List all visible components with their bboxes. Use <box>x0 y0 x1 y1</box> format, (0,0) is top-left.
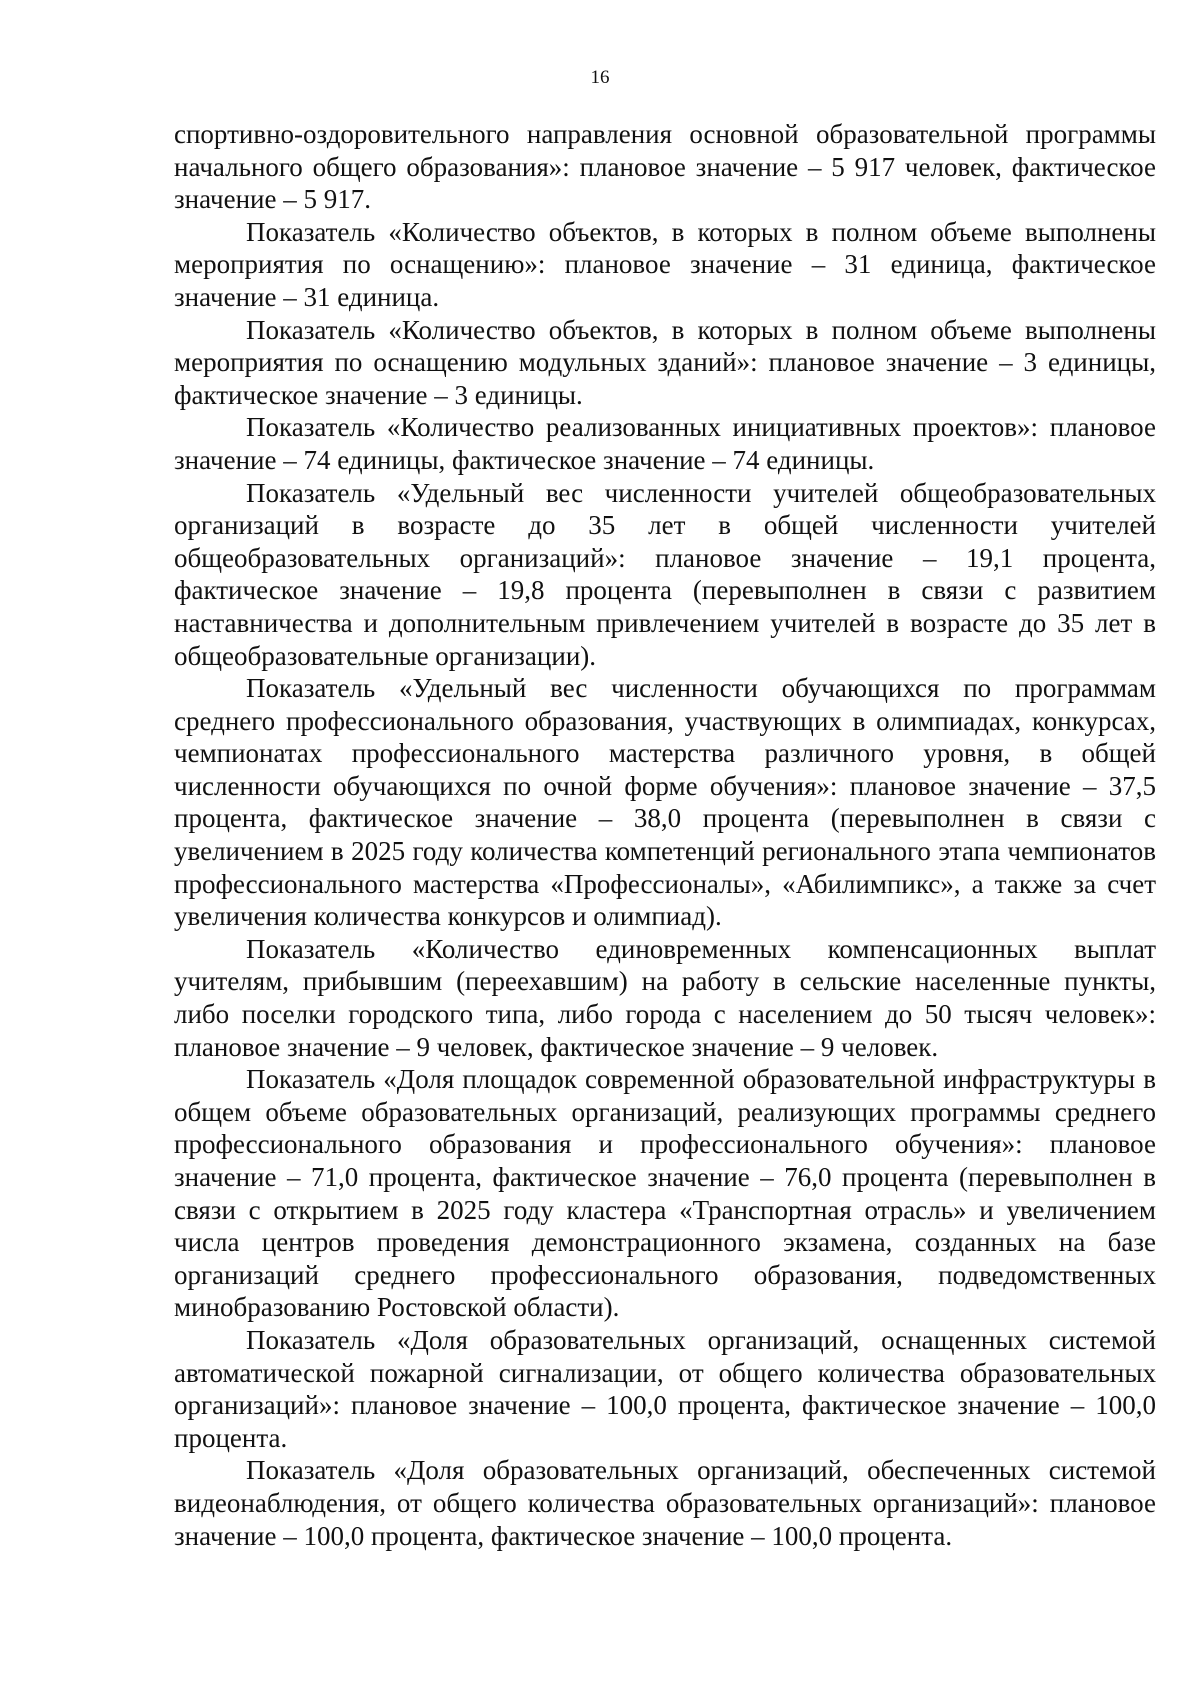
paragraph: Показатель «Количество единовременных компенсационных выплат учителям, прибывшим (переехавшим) на работу в сельские населенные пункты, либо поселки городского типа, либо города с населением до 50 тысяч человек»: плановое значение – 9 человек, фактическое значение – 9 человек. <box>174 933 1156 1062</box>
paragraph: Показатель «Удельный вес численности обучающихся по программам среднего профессионального образования, участвующих в олимпиадах, конкурсах, чемпионатах профессионального мастерства различного уровня, в общей численности обучающихся по очной форме обучения»: плановое значение – 37,5 процента, фактическое значение – 38,0 процента (перевыполнен в связи с увеличением в 2025 году количества компетенций регионального этапа чемпионатов профессионального мастерства «Профессионалы», «Абилимпикс», а также за счет увеличения количества конкурсов и олимпиад). <box>174 673 1156 932</box>
paragraph: Показатель «Доля образовательных организаций, обеспеченных системой видеонаблюдения, от общего количества образовательных организаций»: плановое значение – 100,0 процента, фактическое значение – 100,0 процента. <box>174 1455 1156 1551</box>
paragraph-continuation: спортивно-оздоровительного направления основной образовательной программы начального общего образования»: плановое значение – 5 917 человек, фактическое значение – 5 917. <box>174 119 1156 215</box>
paragraph: Показатель «Количество объектов, в которых в полном объеме выполнены мероприятия по оснащению»: плановое значение – 31 единица, фактическое значение – 31 единица. <box>174 216 1156 312</box>
paragraph: Показатель «Удельный вес численности учителей общеобразовательных организаций в возрасте до 35 лет в общей численности учителей общеобразовательных организаций»: плановое значение – 19,1 процента, фактическое значение – 19,8 процента (перевыполнен в связи с развитием наставничества и дополнительным привлечением учителей в возрасте до 35 лет в общеобразовательные организации). <box>174 477 1156 671</box>
paragraph: Показатель «Количество реализованных инициативных проектов»: плановое значение – 74 единицы, фактическое значение – 74 единицы. <box>174 412 1156 475</box>
paragraph: Показатель «Доля площадок современной образовательной инфраструктуры в общем объеме образовательных организаций, реализующих программы среднего профессионального образования и профессионального обучения»: плановое значение – 71,0 процента, фактическое значение – 76,0 процента (перевыполнен в связи с открытием в 2025 году кластера «Транспортная отрасль» и увеличением числа центров проведения демонстрационного экзамена, созданных на базе организаций среднего профессионального образования, подведомственных минобразованию Ростовской области). <box>174 1064 1156 1323</box>
paragraph: Показатель «Количество объектов, в которых в полном объеме выполнены мероприятия по оснащению модульных зданий»: плановое значение – 3 единицы, фактическое значение – 3 единицы. <box>174 314 1156 410</box>
page-number: 16 <box>590 67 610 88</box>
paragraph: Показатель «Доля образовательных организаций, оснащенных системой автоматической пожарной сигнализации, от общего количества образовательных организаций»: плановое значение – 100,0 процента, фактическое значение – 100,0 процента. <box>174 1324 1156 1453</box>
document-body <box>174 118 1156 1552</box>
